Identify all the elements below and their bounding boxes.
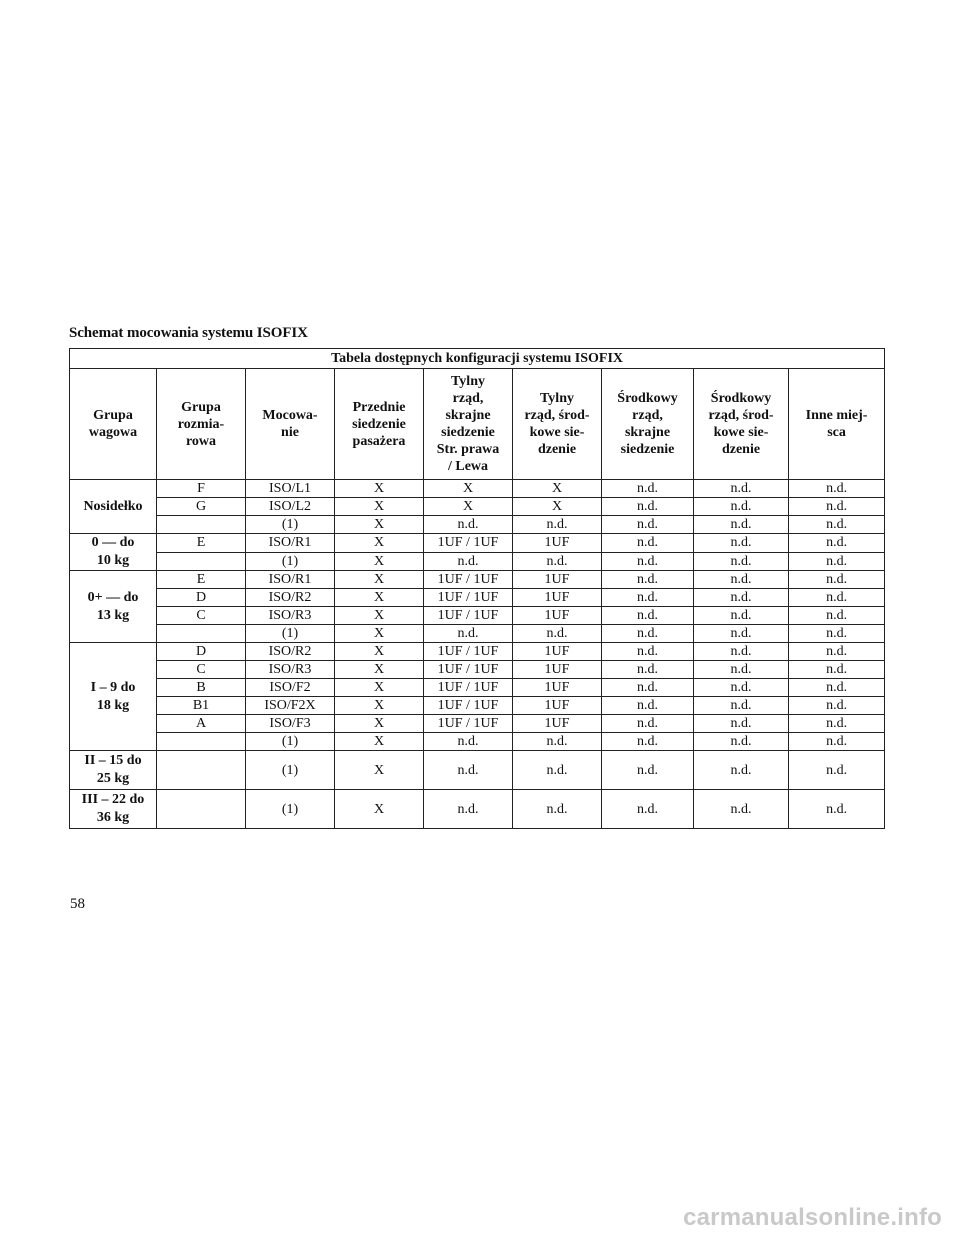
table-cell: (1) — [246, 516, 335, 534]
table-row — [70, 607, 885, 625]
table-cell: D — [157, 589, 246, 607]
table-cell: n.d. — [602, 661, 694, 679]
table-cell: n.d. — [694, 790, 789, 829]
table-cell: (1) — [246, 552, 335, 571]
table-cell: n.d. — [424, 733, 513, 751]
table-cell: n.d. — [602, 480, 694, 498]
table-cell: n.d. — [602, 498, 694, 516]
table-cell: X — [335, 498, 424, 516]
table-cell: n.d. — [789, 480, 885, 498]
table-row — [70, 643, 885, 661]
table-cell: ISO/R1 — [246, 534, 335, 553]
table-cell: n.d. — [694, 697, 789, 715]
table-cell: n.d. — [602, 534, 694, 553]
table-row — [70, 534, 885, 553]
table-cell: ISO/F3 — [246, 715, 335, 733]
weight-group-cell: III – 22 do 36 kg — [70, 790, 157, 829]
table-cell: n.d. — [694, 733, 789, 751]
table-row — [70, 679, 885, 697]
table-cell: 1UF / 1UF — [424, 643, 513, 661]
table-cell: 1UF — [513, 643, 602, 661]
table-cell: ISO/R2 — [246, 589, 335, 607]
table-cell: 1UF — [513, 571, 602, 589]
table-cell: n.d. — [602, 571, 694, 589]
table-cell: X — [335, 625, 424, 643]
column-header: Grupa rozmia- rowa — [157, 369, 246, 480]
table-cell — [157, 625, 246, 643]
table-cell: 1UF / 1UF — [424, 589, 513, 607]
table-cell: 1UF / 1UF — [424, 534, 513, 553]
table-cell: X — [335, 480, 424, 498]
table-cell: X — [335, 733, 424, 751]
table-cell: n.d. — [513, 790, 602, 829]
table-row — [70, 589, 885, 607]
table-cell: n.d. — [694, 661, 789, 679]
table-cell: n.d. — [424, 625, 513, 643]
table-cell: n.d. — [789, 661, 885, 679]
table-cell: ISO/R3 — [246, 607, 335, 625]
table-cell: n.d. — [789, 516, 885, 534]
table-cell: n.d. — [694, 625, 789, 643]
table-cell: 1UF / 1UF — [424, 661, 513, 679]
table-cell: n.d. — [694, 643, 789, 661]
table-cell: X — [424, 480, 513, 498]
table-cell: 1UF / 1UF — [424, 571, 513, 589]
table-cell: E — [157, 534, 246, 553]
table-cell: X — [513, 480, 602, 498]
table-cell: n.d. — [424, 751, 513, 790]
table-cell: X — [335, 697, 424, 715]
table-cell: n.d. — [424, 552, 513, 571]
table-row — [70, 751, 885, 790]
table-cell: n.d. — [789, 715, 885, 733]
table-cell: n.d. — [602, 715, 694, 733]
table-cell: G — [157, 498, 246, 516]
table-cell: X — [335, 552, 424, 571]
table-cell: 1UF — [513, 534, 602, 553]
table-cell: n.d. — [424, 790, 513, 829]
table-header-row — [70, 369, 885, 480]
table-cell: ISO/R3 — [246, 661, 335, 679]
table-cell: n.d. — [602, 516, 694, 534]
table-cell — [157, 516, 246, 534]
weight-group-cell: 0+ — do 13 kg — [70, 571, 157, 643]
table-cell: ISO/R1 — [246, 571, 335, 589]
table-cell — [157, 552, 246, 571]
table-cell: 1UF / 1UF — [424, 679, 513, 697]
table-row — [70, 715, 885, 733]
table-cell: (1) — [246, 733, 335, 751]
table-cell: X — [335, 534, 424, 553]
table-row — [70, 516, 885, 534]
table-cell: n.d. — [513, 625, 602, 643]
table-cell: n.d. — [424, 516, 513, 534]
table-cell: n.d. — [789, 733, 885, 751]
table-cell: n.d. — [789, 697, 885, 715]
table-cell: A — [157, 715, 246, 733]
table-cell: (1) — [246, 790, 335, 829]
table-cell: n.d. — [694, 498, 789, 516]
table-cell: B — [157, 679, 246, 697]
column-header: Środkowy rząd, skrajne siedzenie — [602, 369, 694, 480]
table-row — [70, 697, 885, 715]
table-cell: ISO/R2 — [246, 643, 335, 661]
table-cell: X — [335, 790, 424, 829]
table-cell: X — [335, 607, 424, 625]
table-cell — [157, 751, 246, 790]
table-cell: n.d. — [513, 751, 602, 790]
table-cell: 1UF / 1UF — [424, 697, 513, 715]
weight-group-cell: I – 9 do 18 kg — [70, 643, 157, 751]
table-body — [70, 480, 885, 829]
table-cell: n.d. — [789, 751, 885, 790]
table-row — [70, 571, 885, 589]
table-cell: 1UF / 1UF — [424, 715, 513, 733]
table-cell: n.d. — [694, 589, 789, 607]
table-cell: D — [157, 643, 246, 661]
table-cell: 1UF — [513, 589, 602, 607]
table-cell: n.d. — [602, 625, 694, 643]
table-cell: n.d. — [694, 607, 789, 625]
table-cell: (1) — [246, 751, 335, 790]
table-cell: 1UF — [513, 661, 602, 679]
column-header: Inne miej- sca — [789, 369, 885, 480]
column-header: Środkowy rząd, środ- kowe sie- dzenie — [694, 369, 789, 480]
table-cell: n.d. — [602, 552, 694, 571]
table-cell: 1UF — [513, 715, 602, 733]
table-cell: n.d. — [602, 751, 694, 790]
table-cell: n.d. — [789, 534, 885, 553]
table-row — [70, 498, 885, 516]
table-cell: 1UF — [513, 697, 602, 715]
column-header: Mocowa- nie — [246, 369, 335, 480]
table-cell: n.d. — [789, 552, 885, 571]
table-cell: n.d. — [513, 733, 602, 751]
table-cell: n.d. — [602, 643, 694, 661]
table-cell: n.d. — [513, 516, 602, 534]
column-header: Tylny rząd, skrajne siedzenie Str. prawa / Lewa — [424, 369, 513, 480]
table-cell: X — [335, 516, 424, 534]
table-cell: n.d. — [513, 552, 602, 571]
table-cell — [157, 733, 246, 751]
table-row — [70, 625, 885, 643]
table-cell: 1UF / 1UF — [424, 607, 513, 625]
table-cell: ISO/L2 — [246, 498, 335, 516]
weight-group-cell: II – 15 do 25 kg — [70, 751, 157, 790]
table-cell: n.d. — [789, 571, 885, 589]
table-cell: X — [335, 715, 424, 733]
page-number: 58 — [70, 896, 85, 912]
table-cell: C — [157, 661, 246, 679]
table-cell: ISO/F2X — [246, 697, 335, 715]
table-cell: X — [335, 679, 424, 697]
table-cell: n.d. — [789, 643, 885, 661]
table-cell: n.d. — [694, 751, 789, 790]
table-row — [70, 552, 885, 571]
table-cell: X — [335, 751, 424, 790]
table-cell: F — [157, 480, 246, 498]
table-caption: Tabela dostępnych konfiguracji systemu ISOFIX — [70, 349, 885, 369]
table-cell: n.d. — [694, 534, 789, 553]
table-cell: (1) — [246, 625, 335, 643]
table-cell: n.d. — [694, 552, 789, 571]
table-cell: B1 — [157, 697, 246, 715]
table-cell: n.d. — [602, 697, 694, 715]
table-cell: n.d. — [789, 790, 885, 829]
table-cell: C — [157, 607, 246, 625]
table-cell: n.d. — [789, 498, 885, 516]
table-cell: n.d. — [694, 480, 789, 498]
table-cell: n.d. — [789, 589, 885, 607]
column-header: Przednie siedzenie pasażera — [335, 369, 424, 480]
table-cell: n.d. — [694, 715, 789, 733]
table-cell: n.d. — [789, 625, 885, 643]
table-cell: n.d. — [602, 607, 694, 625]
table-row — [70, 790, 885, 829]
table-cell: n.d. — [694, 679, 789, 697]
table-cell: 1UF — [513, 679, 602, 697]
table-cell: X — [513, 498, 602, 516]
column-header: Grupa wagowa — [70, 369, 157, 480]
table-row — [70, 733, 885, 751]
isofix-table — [69, 348, 885, 829]
table-row — [70, 480, 885, 498]
table-cell: ISO/F2 — [246, 679, 335, 697]
watermark: carmanualsonline.info — [683, 1204, 942, 1231]
table-row — [70, 661, 885, 679]
table-cell: X — [424, 498, 513, 516]
table-cell: 1UF — [513, 607, 602, 625]
table-cell: n.d. — [694, 516, 789, 534]
table-cell: n.d. — [694, 571, 789, 589]
table-cell — [157, 790, 246, 829]
table-cell: ISO/L1 — [246, 480, 335, 498]
weight-group-cell: 0 — do 10 kg — [70, 534, 157, 571]
table-cell: n.d. — [602, 679, 694, 697]
table-cell: n.d. — [602, 790, 694, 829]
table-cell: X — [335, 571, 424, 589]
table-cell: n.d. — [789, 607, 885, 625]
weight-group-cell: Nosidełko — [70, 480, 157, 534]
table-cell: n.d. — [789, 679, 885, 697]
table-cell: X — [335, 589, 424, 607]
page-title: Schemat mocowania systemu ISOFIX — [69, 325, 308, 341]
column-header: Tylny rząd, środ- kowe sie- dzenie — [513, 369, 602, 480]
table-cell: X — [335, 661, 424, 679]
table-cell: n.d. — [602, 733, 694, 751]
table-cell: E — [157, 571, 246, 589]
table-cell: X — [335, 643, 424, 661]
table-cell: n.d. — [602, 589, 694, 607]
